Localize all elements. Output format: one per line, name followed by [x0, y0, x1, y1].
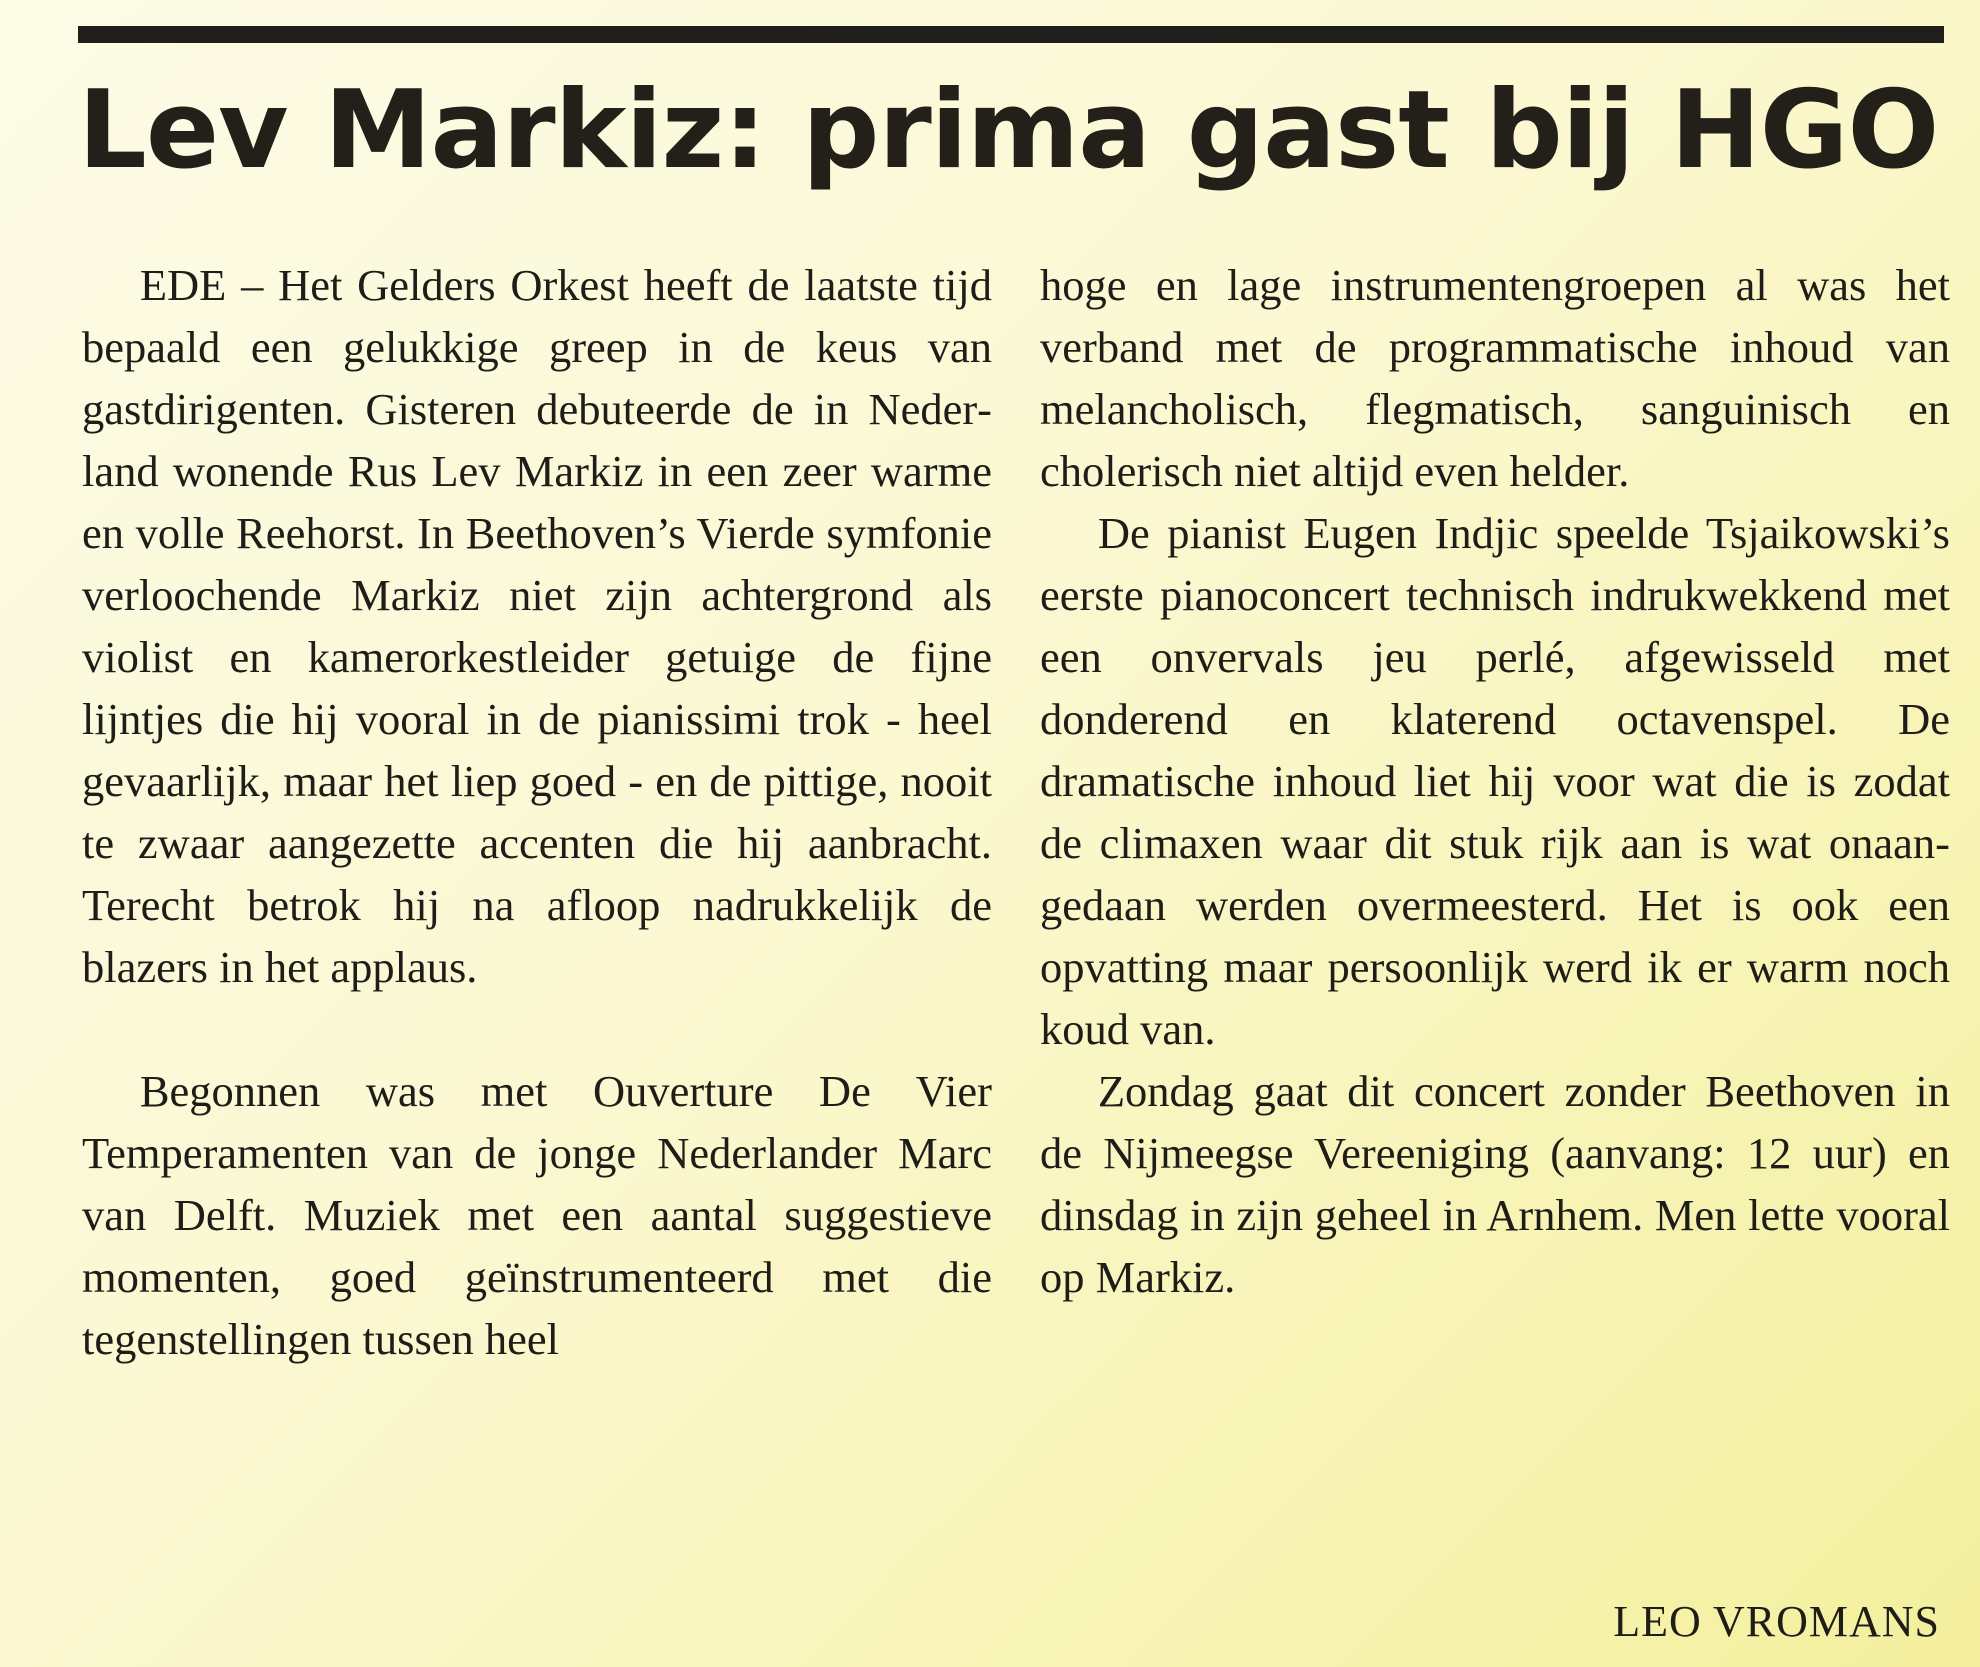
paragraph-gap: [82, 998, 992, 1060]
article-paragraph-2: Begonnen was met Ouverture De Vier Temperamenten van de jonge Nederlander Marc van Delft. Muziek met een aantal suggestieve momenten, goed geïnstrumenteerd met die tegenstellingen tussen heel: [82, 1066, 992, 1364]
article-paragraph-4: Zondag gaat dit concert zonder Beethoven in de Nijmeegse Vereeniging (aanvang: 12 uur) en dinsdag in zijn geheel in Arnhem. Men lette vooral op Markiz.: [1040, 1066, 1950, 1302]
article-paragraph-1: EDE – Het Gelders Orkest heeft de laatste tijd bepaald een gelukkige greep in de keus van gastdirigenten. Gisteren debuteerde de in Nederland wonende Rus Lev Markiz in een zeer warme en volle Reehorst. In Beethoven’s Vierde symfonie verloochende Markiz niet zijn achtergrond als violist en kamerorkestleider getuige de fijne lijntjes die hij vooral in de pianissimi trok - heel gevaarlijk, maar het liep goed - en de pittige, nooit te zwaar aangezette accenten die hij aanbracht. Terecht betrok hij na afloop nadrukkelijk de blazers in het applaus.: [82, 260, 992, 992]
article-paragraph-continued: hoge en lage instrumentengroepen al was het verband met de programmatische inhoud van melancholisch, flegmatisch, sanguinisch en cholerisch niet altijd even helder.: [1040, 260, 1950, 496]
right-column: [1040, 254, 1950, 1308]
headline: Lev Markiz: prima gast bij HGO: [78, 68, 1939, 193]
top-rule: [78, 26, 1944, 43]
left-column: [82, 254, 992, 1370]
byline: LEO VROMANS: [1613, 1597, 1940, 1646]
article-paragraph-3: De pianist Eugen Indjic speelde Tsjaikowski’s eerste pianoconcert technisch indrukwekkend met een onvervals jeu perlé, afgewisseld met donderend en klaterend octavenspel. De dramatische inhoud liet hij voor wat die is zodat de climaxen waar dit stuk rijk aan is wat onaangedaan werden overmeesterd. Het is ook een opvatting maar persoonlijk werd ik er warm noch koud van.: [1040, 508, 1950, 1054]
